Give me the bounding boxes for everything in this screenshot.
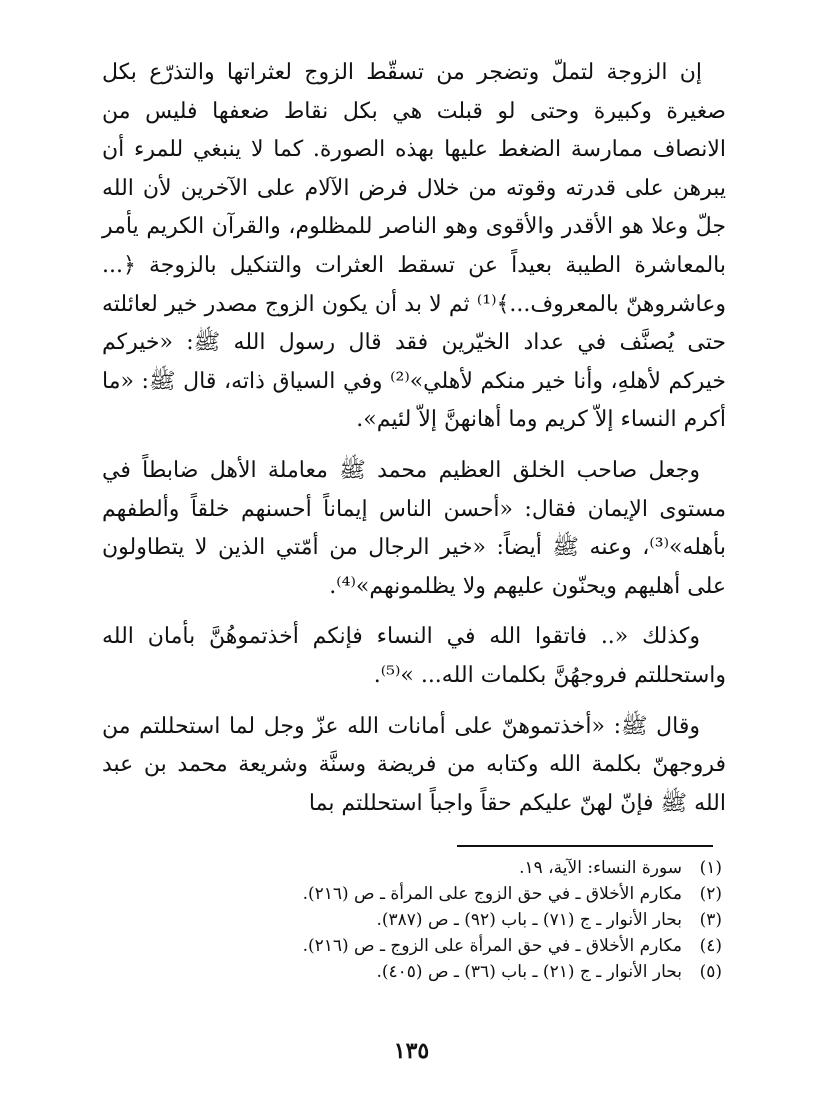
footnote-text: مكارم الأخلاق ـ في حق الزوج على المرأة ـ ص (٢١٦). — [302, 884, 682, 904]
footnote-text: بحار الأنوار ـ ج (٧١) ـ باب (٩٢) ـ ص (٣٨٧). — [376, 910, 682, 930]
footnote-number: (٥) — [699, 962, 722, 982]
footnotes — [150, 855, 722, 985]
footnote-item — [150, 881, 722, 907]
body-text — [102, 54, 726, 835]
footnote-number: (٢) — [699, 884, 722, 904]
footnote-item — [150, 959, 722, 985]
page-number: ١٣٥ — [393, 1038, 430, 1064]
paragraph-4: وقال ﷺ: «أخذتموهنّ على أمانات الله عزّ وجل لما استحللتم من فروجهنّ بكلمة الله وكتابه من فريضة وسنَّة وشريعة محمد بن عبد الله ﷺ فإنّ لهنّ عليكم حقاً واجباً استحللتم بما — [102, 713, 726, 816]
paragraph-3: وكذلك «.. فاتقوا الله في النساء فإنكم أخذتموهُنَّ بأمان الله واستحللتم فروجهُنَّ بكلمات الله... »⁽⁵⁾. — [102, 624, 726, 688]
footnote-item — [150, 855, 722, 881]
paragraph-2: وجعل صاحب الخلق العظيم محمد ﷺ معاملة الأهل ضابطاً في مستوى الإيمان فقال: «أحسن الناس إيماناً أحسنهم خلقاً وألطفهم بأهله»⁽³⁾، وعنه ﷺ أيضاً: «خير الرجال من أمّتي الذين لا يتطاولون على أهليهم ويحنّون عليهم ولا يظلمونهم»⁽⁴⁾. — [102, 457, 726, 599]
footnote-text: مكارم الأخلاق ـ في حق المرأة على الزوج ـ ص (٢١٦). — [302, 936, 682, 956]
footnote-number: (٣) — [699, 910, 722, 930]
footnote-number: (٤) — [699, 936, 722, 956]
footnote-divider — [457, 845, 713, 847]
footnote-number: (١) — [699, 858, 722, 878]
footnote-item — [150, 933, 722, 959]
footnote-text: بحار الأنوار ـ ج (٢١) ـ باب (٣٦) ـ ص (٤٠٥). — [376, 962, 682, 982]
footnote-text: سورة النساء: الآية، ١٩. — [519, 858, 682, 878]
paragraph-1: إن الزوجة لتملّ وتضجر من تسقّط الزوج لعثراتها والتذرّع بكل صغيرة وكبيرة وحتى لو قبلت هي بكل نقاط ضعفها فليس من الانصاف ممارسة الضغط عليها بهذه الصورة. كما لا ينبغي للمرء أن يبرهن على قدرته وقوته من خلال فرض الآلام على الآخرين لأن الله جلّ وعلا هو الأقدر والأقوى وهو الناصر للمظلوم، والقرآن الكريم يأمر بالمعاشرة الطيبة بعيداً عن تسقط العثرات والتنكيل بالزوجة ﴿... وعاشروهنّ بالمعروف...﴾⁽¹⁾ ثم لا بد أن يكون الزوج مصدر خير لعائلته حتى يُصنَّف في عداد الخيّرين فقد قال رسول الله ﷺ: «خيركم خيركم لأهلهِ، وأنا خير منكم لأهلي»⁽²⁾ وفي السياق ذاته، قال ﷺ: «ما أكرم النساء إلاّ كريم وما أهانهنَّ إلاّ لئيم». — [102, 60, 726, 433]
footnote-item — [150, 907, 722, 933]
